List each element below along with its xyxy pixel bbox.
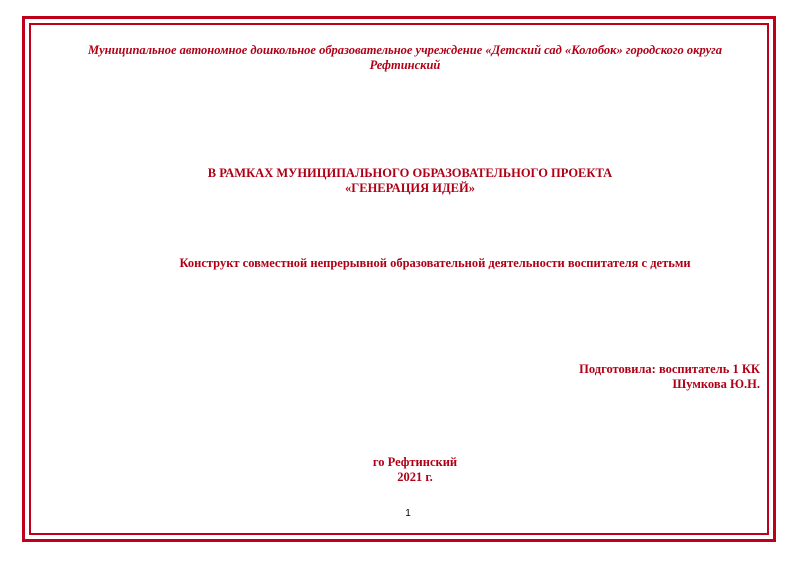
author-block — [360, 362, 760, 392]
project-heading — [80, 166, 740, 196]
project-heading-line2: «ГЕНЕРАЦИЯ ИДЕЙ» — [345, 181, 475, 195]
institution-name: Муниципальное автономное дошкольное образовательное учреждение «Детский сад «Колобок» городского округа Рефтинский — [87, 43, 722, 72]
author-name: Шумкова Ю.Н. — [672, 377, 760, 391]
city-name: го Рефтинский — [372, 455, 458, 469]
project-heading-line1: В РАМКАХ МУНИЦИПАЛЬНОГО ОБРАЗОВАТЕЛЬНОГО ПРОЕКТА — [207, 166, 613, 180]
page-number: 1 — [405, 508, 411, 519]
construct-title: Конструкт совместной непрерывной образовательной деятельности воспитателя с детьми — [179, 256, 691, 270]
year: 2021 г. — [397, 470, 433, 484]
prepared-by: Подготовила: воспитатель 1 КК — [579, 362, 760, 376]
place-date-block — [240, 455, 590, 485]
